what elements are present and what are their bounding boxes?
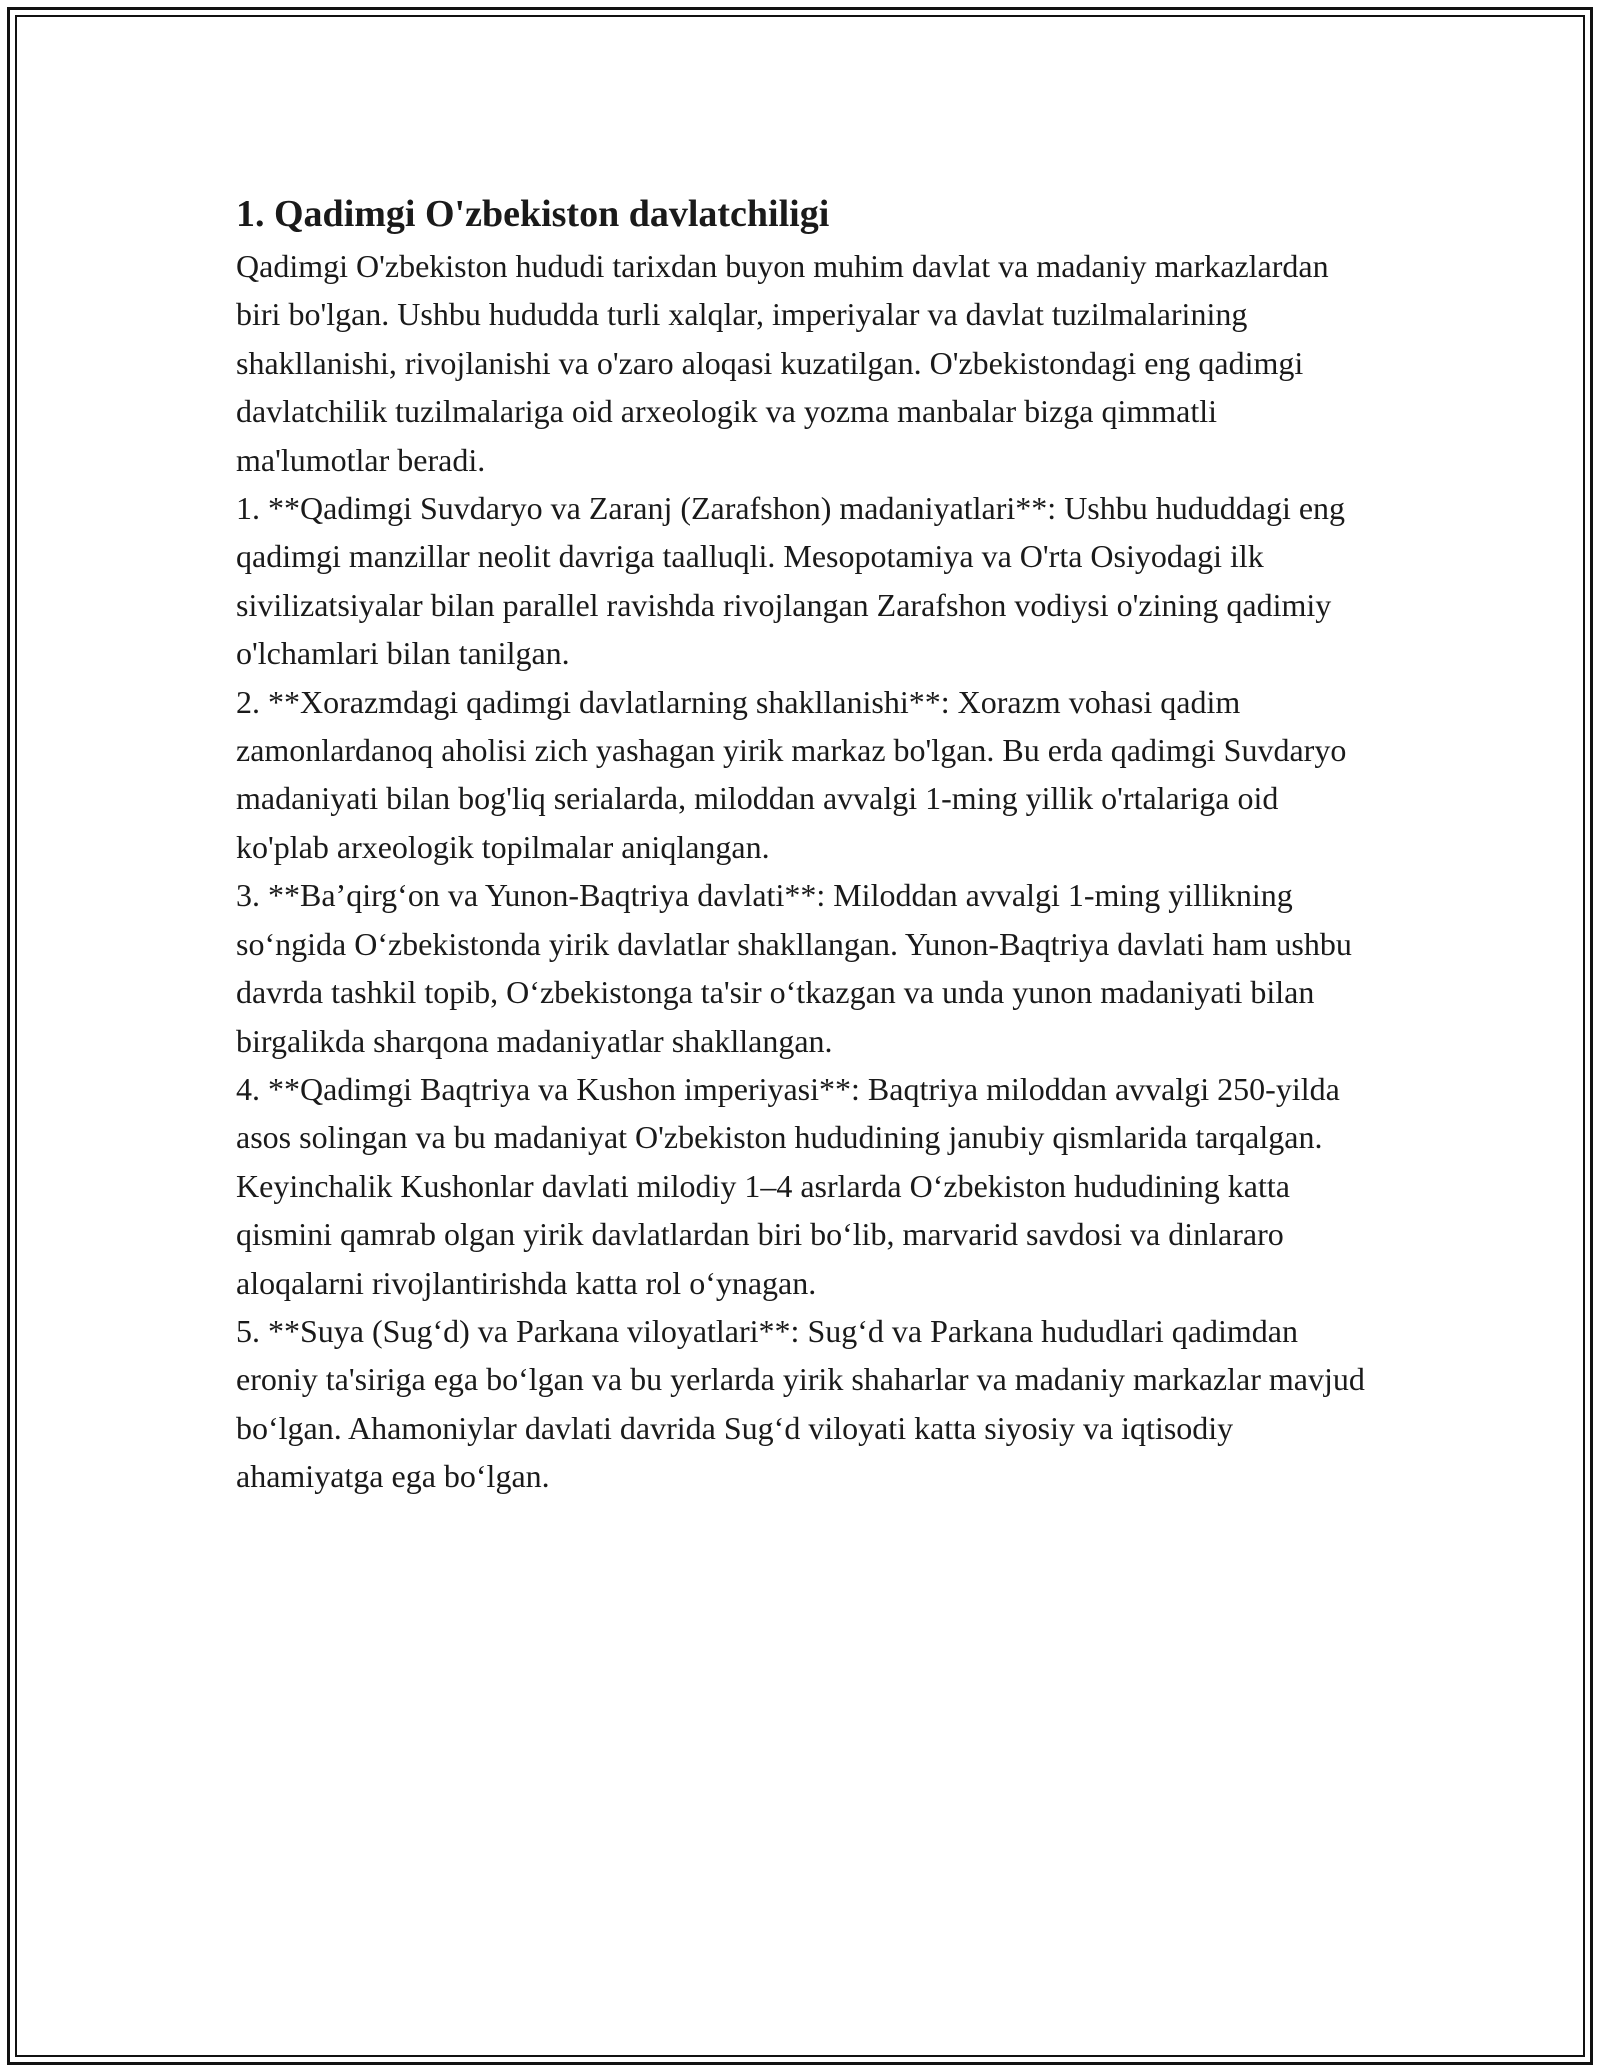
list-item-3: 3. **Ba’qirg‘on va Yunon-Baqtriya davlati**: Miloddan avvalgi 1-ming yillikning so‘ngida O‘zbekistonda yirik davlatlar shakllangan. Yunon-Baqtriya davlati ham ushbu davrda tashkil topib, O‘zbekistonga ta'sir o‘tkazgan va unda yunon madaniyati bilan birgalikda sharqona madaniyatlar shakllangan. [236, 877, 1352, 1059]
intro-paragraph: Qadimgi O'zbekiston hududi tarixdan buyon muhim davlat va madaniy markazlardan biri bo'lgan. Ushbu hududda turli xalqlar, imperiyalar va davlat tuzilmalarining shakllanishi, rivojlanishi va o'zaro aloqasi kuzatilgan. O'zbekistondagi eng qadimgi davlatchilik tuzilmalariga oid arxeologik va yozma manbalar bizga qimmatli ma'lumotlar beradi. [236, 248, 1329, 478]
list-item-1: 1. **Qadimgi Suvdaryo va Zaranj (Zarafshon) madaniyatlari**: Ushbu hududdagi eng qadimgi manzillar neolit davriga taalluqli. Mesopotamiya va O'rta Osiyodagi ilk sivilizatsiyalar bilan parallel ravishda rivojlangan Zarafshon vodiysi o'zining qadimiy o'lchamlari bilan tanilgan. [236, 490, 1346, 672]
document-title: 1. Qadimgi O'zbekiston davlatchiligi [236, 193, 830, 235]
document-body [236, 186, 1376, 1501]
list-item-4: 4. **Qadimgi Baqtriya va Kushon imperiyasi**: Baqtriya miloddan avvalgi 250-yilda asos solingan va bu madaniyat O'zbekiston hududining janubiy qismlarida tarqalgan. Keyinchalik Kushonlar davlati milodiy 1–4 asrlarda O‘zbekiston hududining katta qismini qamrab olgan yirik davlatlardan biri bo‘lib, marvarid savdosi va dinlararo aloqalarni rivojlantirishda katta rol o‘ynagan. [236, 1070, 1340, 1301]
list-item-2: 2. **Xorazmdagi qadimgi davlatlarning shakllanishi**: Xorazm vohasi qadim zamonlardanoq aholisi zich yashagan yirik markaz bo'lgan. Bu erda qadimgi Suvdaryo madaniyati bilan bog'liq serialarda, miloddan avvalgi 1-ming yillik o'rtalariga oid ko'plab arxeologik topilmalar aniqlangan. [236, 683, 1347, 865]
list-item-5: 5. **Suya (Sug‘d) va Parkana viloyatlari**: Sug‘d va Parkana hududlari qadimdan eroniy ta'siriga ega bo‘lgan va bu yerlarda yirik shaharlar va madaniy markazlar mavjud bo‘lgan. Ahamoniylar davlati davrida Sug‘d viloyati katta siyosiy va iqtisodiy ahamiyatga ega bo‘lgan. [236, 1312, 1365, 1495]
